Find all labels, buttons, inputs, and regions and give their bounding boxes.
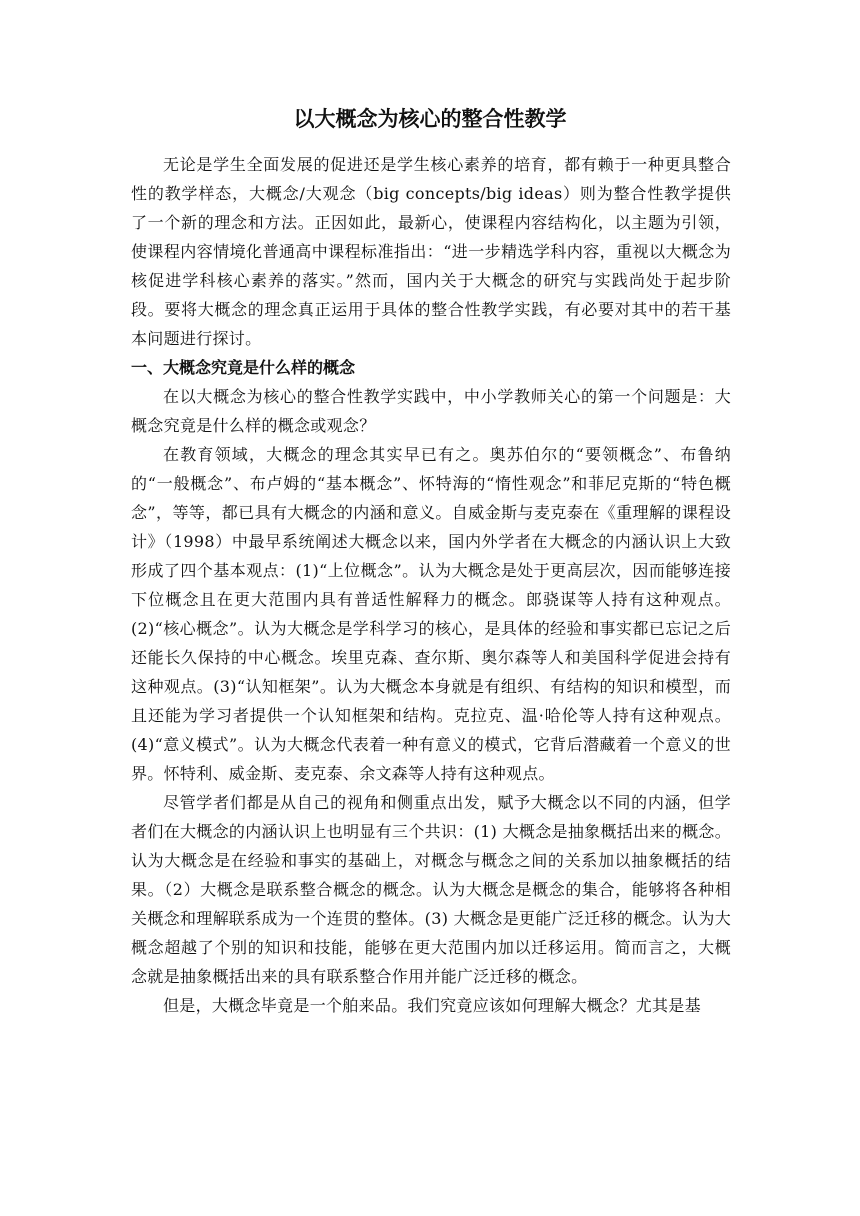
paragraph-intro: 无论是学生全面发展的促进还是学生核心素养的培育，都有赖于一种更具整合性的教学样态，大概念/大观念（big concepts/big ideas）则为整合性教学提供了一个新的理念和方法。正因如此，最新心，使课程内容结构化，以主题为引领，使课程内容情境化普通高中课程标准指出：“进一步精选学科内容，重视以大概念为核促进学科核心素养的落实。”然而，国内关于大概念的研究与实践尚处于起步阶段。要将大概念的理念真正运用于具体的整合性教学实践，有必要对其中的若干基本问题进行探讨。 [131, 155, 731, 348]
paragraph-question: 在以大概念为核心的整合性教学实践中，中小学教师关心的第一个问题是：大概念究竟是什么样的概念或观念？ [131, 387, 731, 435]
paragraph-viewpoints: 在教育领域，大概念的理念其实早已有之。奥苏伯尔的“要领概念”、布鲁纳的“一般概念”、布卢姆的“基本概念”、怀特海的“惰性观念”和菲尼克斯的“特色概念”，等等，都已具有大概念的内涵和意义。自威金斯与麦克泰在《重理解的课程设计》（1998）中最早系统阐述大概念以来，国内外学者在大概念的内涵认识上大致形成了四个基本观点：(1)“上位概念”。认为大概念是处于更高层次，因而能够连接下位概念且在更大范围内具有普适性解释力的概念。郎骁谋等人持有这种观点。(2)“核心概念”。认为大概念是学科学习的核心，是具体的经验和事实都已忘记之后还能长久保持的中心概念。埃里克森、查尔斯、奥尔森等人和美国科学促进会持有这种观点。(3)“认知框架”。认为大概念本身就是有组织、有结构的知识和模型，而且还能为学习者提供一个认知框架和结构。克拉克、温·哈伦等人持有这种观点。(4)“意义模式”。认为大概念代表着一种有意义的模式，它背后潜藏着一个意义的世界。怀特利、威金斯、麦克泰、余文森等人持有这种观点。 [131, 445, 731, 783]
document-body [131, 150, 731, 1020]
paragraph-consensus: 尽管学者们都是从自己的视角和侧重点出发，赋予大概念以不同的内涵，但学者们在大概念的内涵认识上也明显有三个共识：(1) 大概念是抽象概括出来的概念。认为大概念是在经验和事实的基础上，对概念与概念之间的关系加以抽象概括的结果。（2）大概念是联系整合概念的概念。认为大概念是概念的集合，能够将各种相关概念和理解联系成为一个连贯的整体。(3) 大概念是更能广泛迁移的概念。认为大概念超越了个别的知识和技能，能够在更大范围内加以迁移运用。简而言之，大概念就是抽象概括出来的具有联系整合作用并能广泛迁移的概念。 [131, 793, 731, 986]
paragraph-closing: 但是，大概念毕竟是一个舶来品。我们究竟应该如何理解大概念？尤其是基 [163, 996, 701, 1015]
section-heading: 一、大概念究竟是什么样的概念 [131, 358, 356, 377]
document-title: 以大概念为核心的整合性教学 [293, 107, 567, 131]
